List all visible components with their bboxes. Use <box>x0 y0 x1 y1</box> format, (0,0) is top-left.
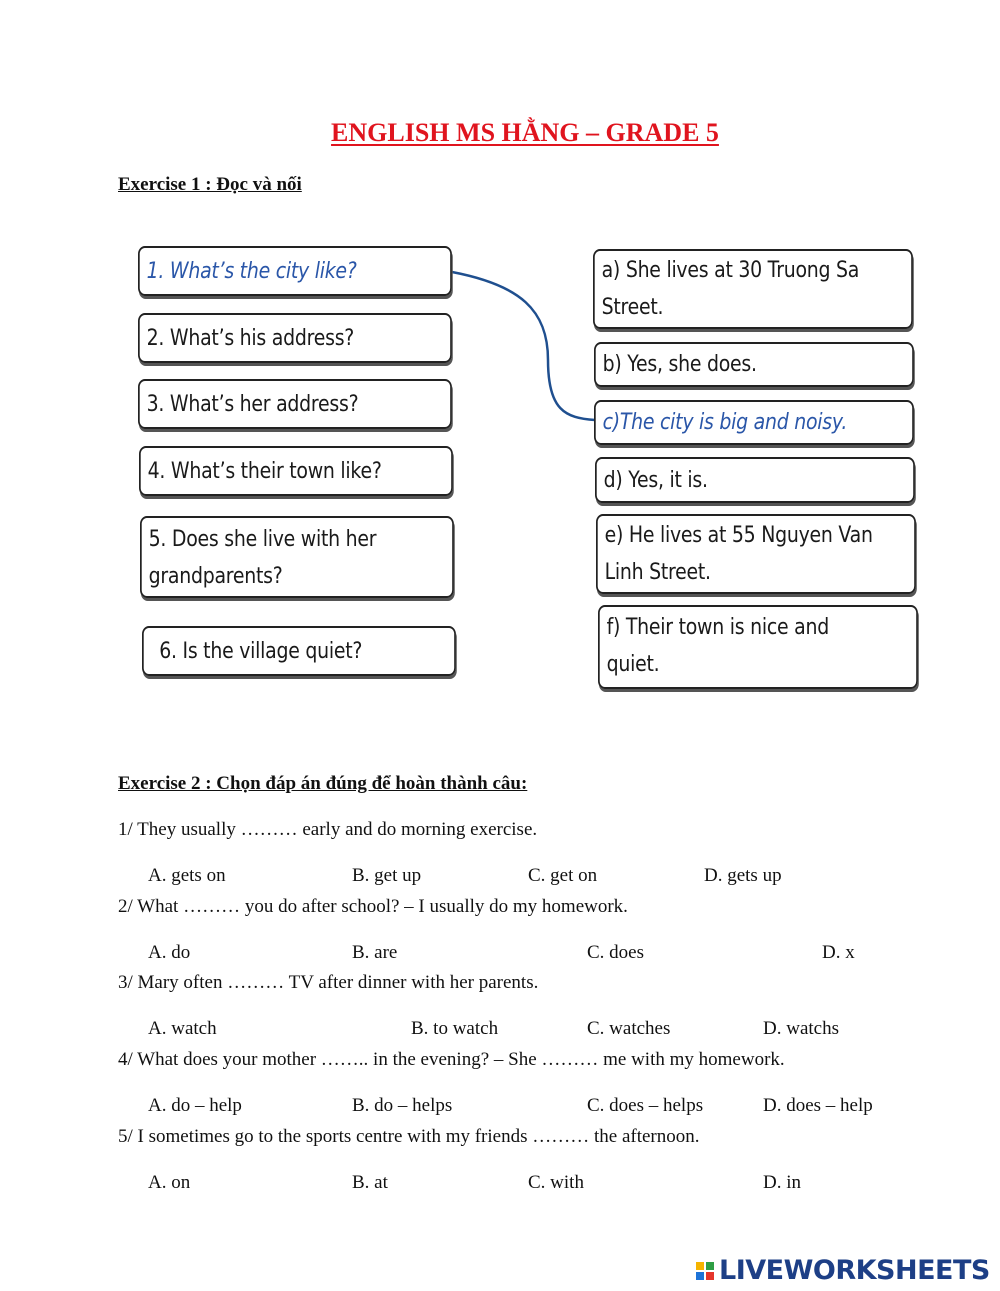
option-1c[interactable]: C. get on <box>528 865 598 886</box>
option-2c[interactable]: C. does <box>587 942 644 963</box>
question-box-1[interactable]: 1. What’s the city like? <box>138 246 452 296</box>
liveworksheets-logo-icon <box>696 1262 714 1280</box>
option-3c[interactable]: C. watches <box>587 1018 671 1039</box>
answer-box-b[interactable]: b) Yes, she does. <box>594 342 914 387</box>
option-2d[interactable]: D. x <box>822 942 855 963</box>
option-4b[interactable]: B. do – helps <box>352 1095 453 1116</box>
question-box-5[interactable]: 5. Does she live with her grandparents? <box>140 516 454 598</box>
exercise-2-heading: Exercise 2 : Chọn đáp án đúng để hoàn thành câu: <box>118 773 528 794</box>
option-3d[interactable]: D. watchs <box>763 1018 839 1039</box>
answer-box-c[interactable]: c)The city is big and noisy. <box>594 400 914 445</box>
answer-box-d[interactable]: d) Yes, it is. <box>595 457 915 503</box>
question-2: 2/ What ……… you do after school? – I usually do my homework. <box>118 896 628 917</box>
option-2a[interactable]: A. do <box>148 942 191 963</box>
answer-box-f[interactable]: f) Their town is nice and quiet. <box>598 605 918 689</box>
answer-box-a[interactable]: a) She lives at 30 Truong Sa Street. <box>593 249 913 329</box>
question-box-6[interactable]: 6. Is the village quiet? <box>142 626 456 676</box>
option-4a[interactable]: A. do – help <box>148 1095 242 1116</box>
option-5a[interactable]: A. on <box>148 1172 191 1193</box>
question-box-3[interactable]: 3. What’s her address? <box>138 379 452 429</box>
question-5: 5/ I sometimes go to the sports centre with my friends ……… the afternoon. <box>118 1126 700 1147</box>
question-box-2[interactable]: 2. What’s his address? <box>138 313 452 363</box>
exercise-1-heading: Exercise 1 : Đọc và nối <box>118 174 302 195</box>
option-5c[interactable]: C. with <box>528 1172 584 1193</box>
question-box-4[interactable]: 4. What’s their town like? <box>139 446 453 496</box>
option-3b[interactable]: B. to watch <box>411 1018 499 1039</box>
question-3: 3/ Mary often ……… TV after dinner with her parents. <box>118 972 539 993</box>
worksheet-title: ENGLISH MS HẰNG – GRADE 5 <box>331 118 719 147</box>
option-2b[interactable]: B. are <box>352 942 398 963</box>
option-1d[interactable]: D. gets up <box>704 865 782 886</box>
option-5b[interactable]: B. at <box>352 1172 388 1193</box>
option-1b[interactable]: B. get up <box>352 865 422 886</box>
option-1a[interactable]: A. gets on <box>148 865 226 886</box>
liveworksheets-logo[interactable] <box>696 1255 990 1286</box>
question-1: 1/ They usually ……… early and do morning exercise. <box>118 819 538 840</box>
answer-box-e[interactable]: e) He lives at 55 Nguyen Van Linh Street. <box>596 514 916 594</box>
option-4c[interactable]: C. does – helps <box>587 1095 704 1116</box>
option-4d[interactable]: D. does – help <box>763 1095 873 1116</box>
option-3a[interactable]: A. watch <box>148 1018 217 1039</box>
question-4: 4/ What does your mother …….. in the evening? – She ……… me with my homework. <box>118 1049 785 1070</box>
logo-text: LIVEWORKSHEETS <box>719 1255 990 1286</box>
option-5d[interactable]: D. in <box>763 1172 801 1193</box>
